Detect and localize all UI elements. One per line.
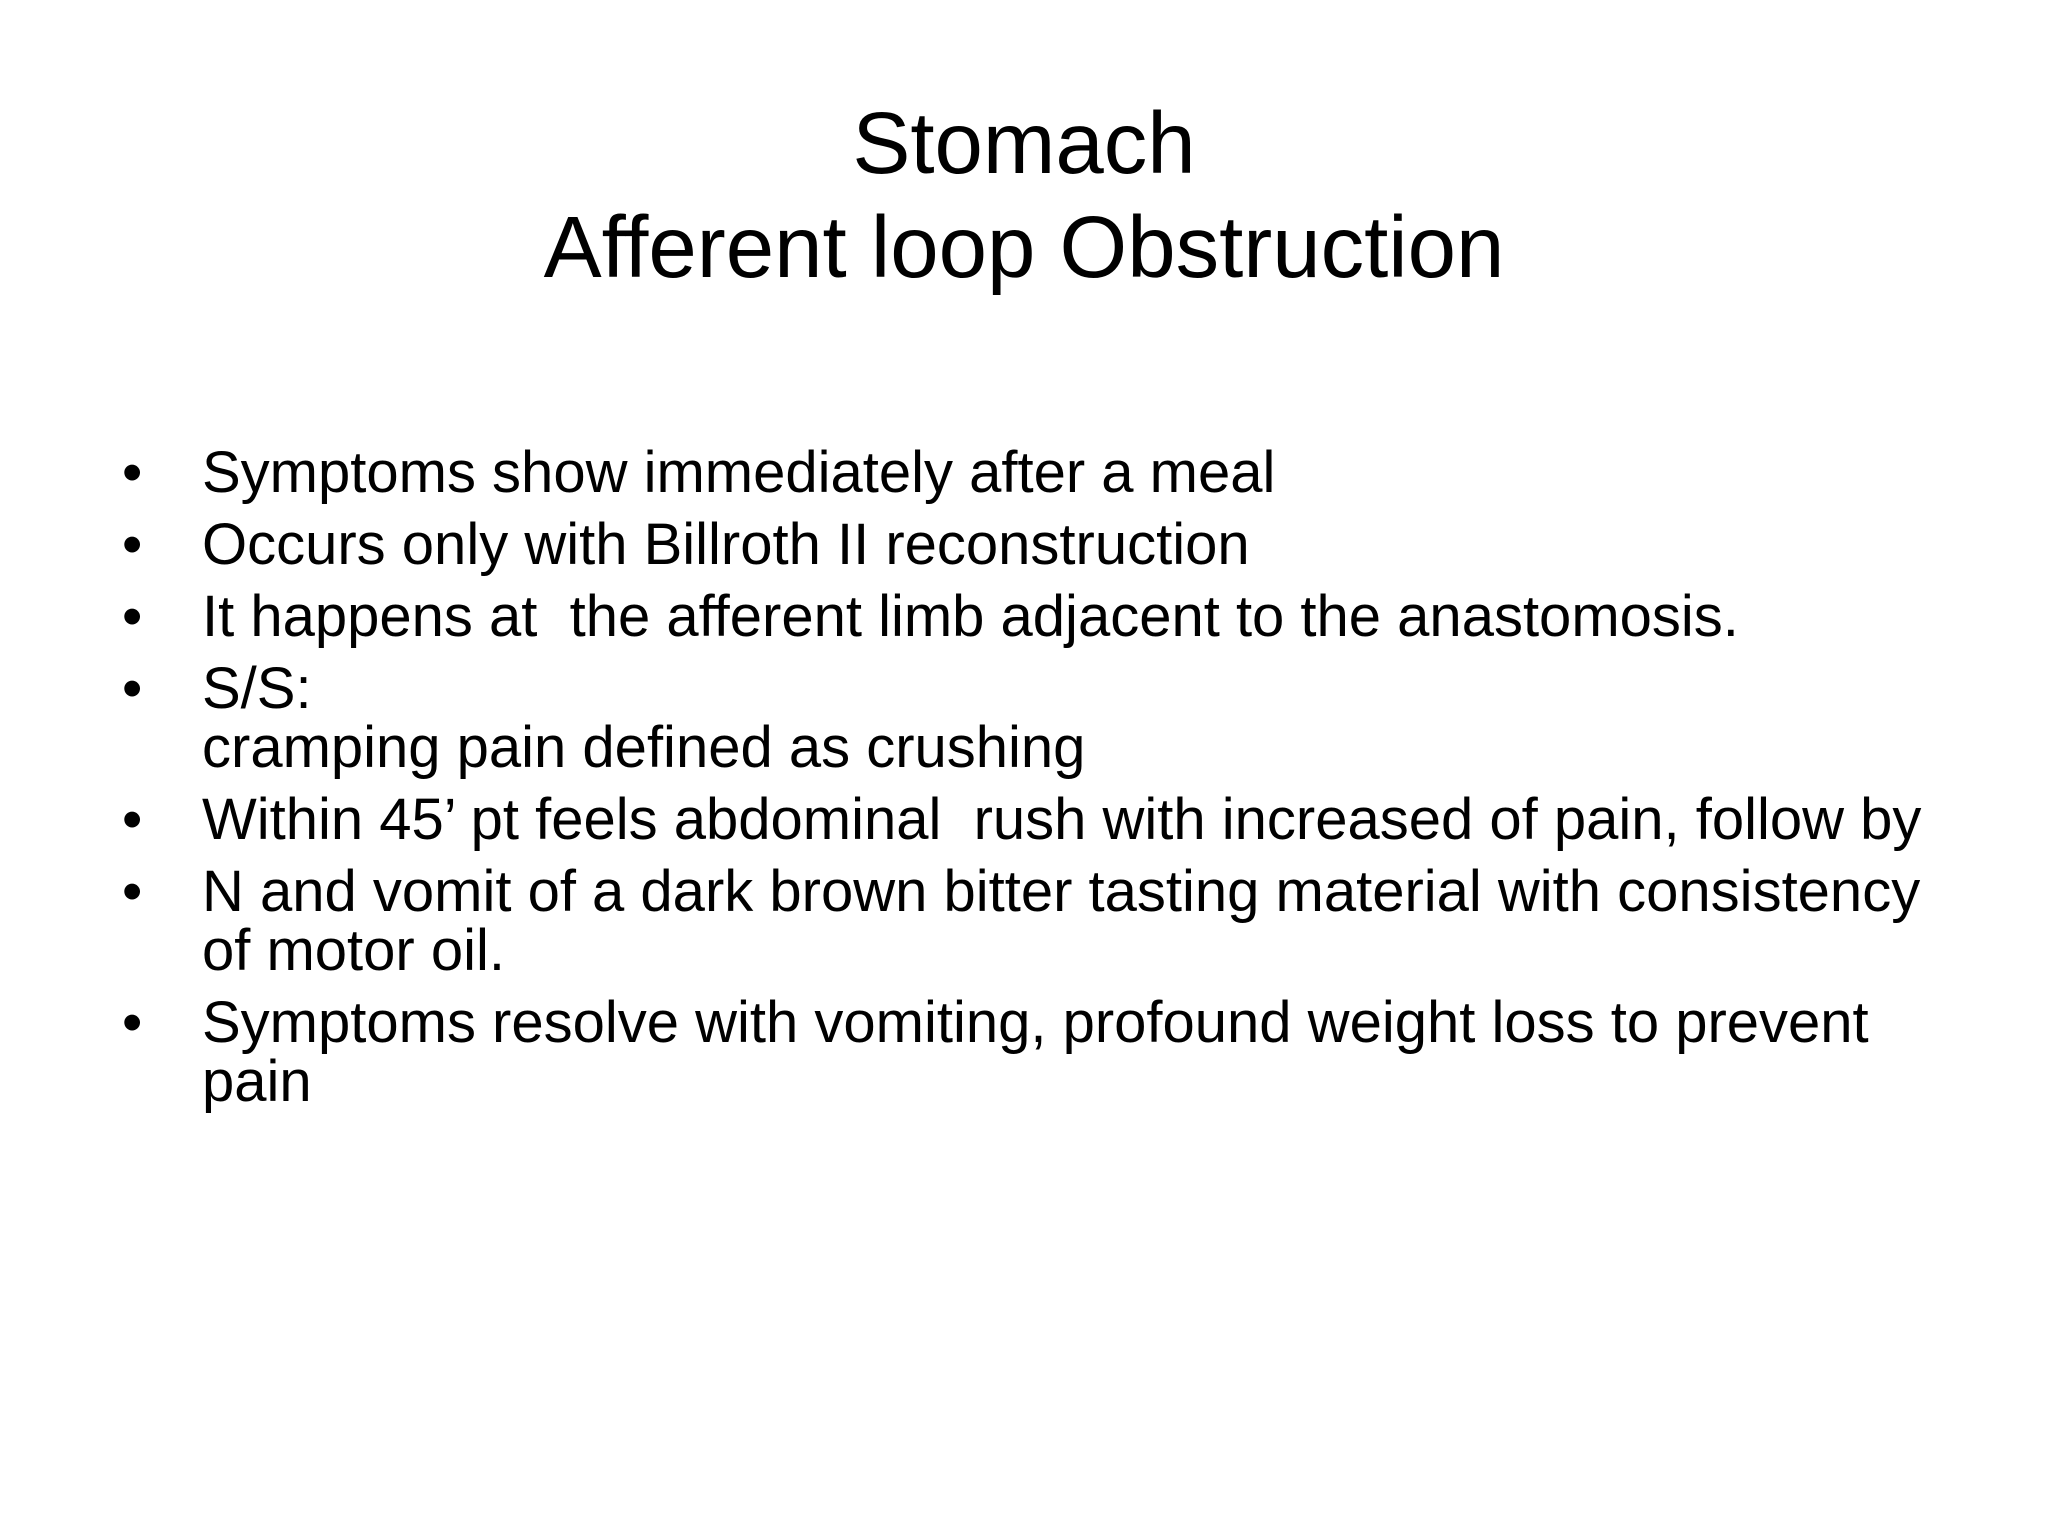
title-line-2: Afferent loop Obstruction bbox=[543, 199, 1505, 296]
slide-title bbox=[0, 92, 2048, 300]
bullet-item-6 bbox=[120, 859, 1960, 983]
title-line-1: Stomach bbox=[852, 95, 1196, 192]
bullet-item-3 bbox=[120, 584, 1960, 649]
bullet-icon: • bbox=[122, 584, 143, 649]
bullet-text-continued: of motor oil. bbox=[202, 918, 505, 983]
bullet-icon: • bbox=[122, 656, 143, 721]
bullet-item-2 bbox=[120, 512, 1960, 577]
bullet-text-continued: pain bbox=[202, 1049, 312, 1114]
bullet-text: N and vomit of a dark brown bitter tasting material with consistency bbox=[202, 859, 1921, 924]
bullet-text: Occurs only with Billroth II reconstruction bbox=[202, 512, 1250, 577]
bullet-text: Within 45’ pt feels abdominal rush with increased of pain, follow by bbox=[202, 787, 1922, 852]
bullet-icon: • bbox=[122, 440, 143, 505]
bullet-icon: • bbox=[122, 512, 143, 577]
bullet-item-1 bbox=[120, 440, 1960, 505]
bullet-list bbox=[120, 440, 1960, 1124]
bullet-item-5 bbox=[120, 787, 1960, 852]
bullet-text-continued: cramping pain defined as crushing bbox=[202, 715, 1086, 780]
bullet-icon: • bbox=[122, 990, 143, 1055]
bullet-item-4 bbox=[120, 656, 1960, 780]
bullet-text: Symptoms show immediately after a meal bbox=[202, 440, 1276, 505]
bullet-icon: • bbox=[122, 859, 143, 924]
bullet-text: Symptoms resolve with vomiting, profound weight loss to prevent bbox=[202, 990, 1869, 1055]
bullet-item-7 bbox=[120, 990, 1960, 1114]
bullet-text: S/S: bbox=[202, 656, 312, 721]
bullet-text: It happens at the afferent limb adjacent to the anastomosis. bbox=[202, 584, 1739, 649]
bullet-icon: • bbox=[122, 787, 143, 852]
